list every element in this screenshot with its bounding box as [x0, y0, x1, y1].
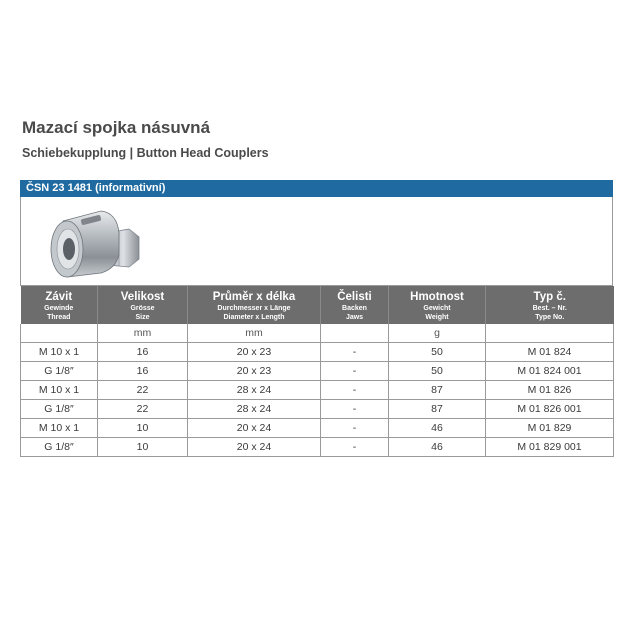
- column-header-size: Velikost Grösse Size: [98, 286, 188, 324]
- unit-cell: [321, 324, 389, 343]
- table-row: [21, 400, 614, 419]
- cell-size: 10: [98, 438, 188, 457]
- cell-diameter-length: 28 x 24: [188, 381, 321, 400]
- cell-jaws: -: [321, 438, 389, 457]
- page-title: Mazací spojka násuvná: [22, 118, 211, 137]
- cell-jaws: -: [321, 343, 389, 362]
- table-row: [21, 419, 614, 438]
- cell-size: 22: [98, 400, 188, 419]
- column-header-jaws: Čelisti Backen Jaws: [321, 286, 389, 324]
- cell-jaws: -: [321, 381, 389, 400]
- unit-cell: mm: [98, 324, 188, 343]
- unit-cell: [21, 324, 98, 343]
- cell-weight: 50: [389, 362, 486, 381]
- column-header-thread: Závit Gewinde Thread: [21, 286, 98, 324]
- cell-type-no: M 01 829: [486, 419, 614, 438]
- cell-thread: G 1/8″: [21, 400, 98, 419]
- cell-weight: 46: [389, 438, 486, 457]
- cell-diameter-length: 20 x 23: [188, 343, 321, 362]
- cell-jaws: -: [321, 400, 389, 419]
- column-header-weight: Hmotnost Gewicht Weight: [389, 286, 486, 324]
- cell-thread: G 1/8″: [21, 362, 98, 381]
- cell-weight: 87: [389, 381, 486, 400]
- page-subtitle: Schiebekupplung | Button Head Couplers: [22, 146, 269, 160]
- cell-type-no: M 01 829 001: [486, 438, 614, 457]
- unit-cell: [486, 324, 614, 343]
- cell-jaws: -: [321, 362, 389, 381]
- cell-diameter-length: 20 x 24: [188, 419, 321, 438]
- column-header-diameter-length: Průměr x délka Durchmesser x Länge Diameter x Length: [188, 286, 321, 324]
- cell-thread: G 1/8″: [21, 438, 98, 457]
- cell-diameter-length: 20 x 23: [188, 362, 321, 381]
- cell-type-no: M 01 826: [486, 381, 614, 400]
- cell-type-no: M 01 824: [486, 343, 614, 362]
- button-head-coupler-icon: [37, 203, 152, 281]
- cell-thread: M 10 x 1: [21, 419, 98, 438]
- cell-size: 10: [98, 419, 188, 438]
- table-row: [21, 438, 614, 457]
- cell-size: 16: [98, 343, 188, 362]
- table-row: [21, 343, 614, 362]
- cell-weight: 87: [389, 400, 486, 419]
- cell-weight: 46: [389, 419, 486, 438]
- unit-cell: g: [389, 324, 486, 343]
- cell-weight: 50: [389, 343, 486, 362]
- product-table: [20, 286, 614, 457]
- table-header-row: [21, 286, 614, 324]
- cell-thread: M 10 x 1: [21, 381, 98, 400]
- cell-type-no: M 01 826 001: [486, 400, 614, 419]
- cell-type-no: M 01 824 001: [486, 362, 614, 381]
- cell-size: 16: [98, 362, 188, 381]
- cell-jaws: -: [321, 419, 389, 438]
- cell-thread: M 10 x 1: [21, 343, 98, 362]
- unit-cell: mm: [188, 324, 321, 343]
- cell-diameter-length: 28 x 24: [188, 400, 321, 419]
- standard-bar: ČSN 23 1481 (informativní): [20, 180, 613, 197]
- table-row: [21, 362, 614, 381]
- product-image-box: [20, 197, 613, 286]
- table-row: [21, 381, 614, 400]
- units-row: [21, 324, 614, 343]
- cell-size: 22: [98, 381, 188, 400]
- cell-diameter-length: 20 x 24: [188, 438, 321, 457]
- column-header-type-no: Typ č. Best. – Nr. Type No.: [486, 286, 614, 324]
